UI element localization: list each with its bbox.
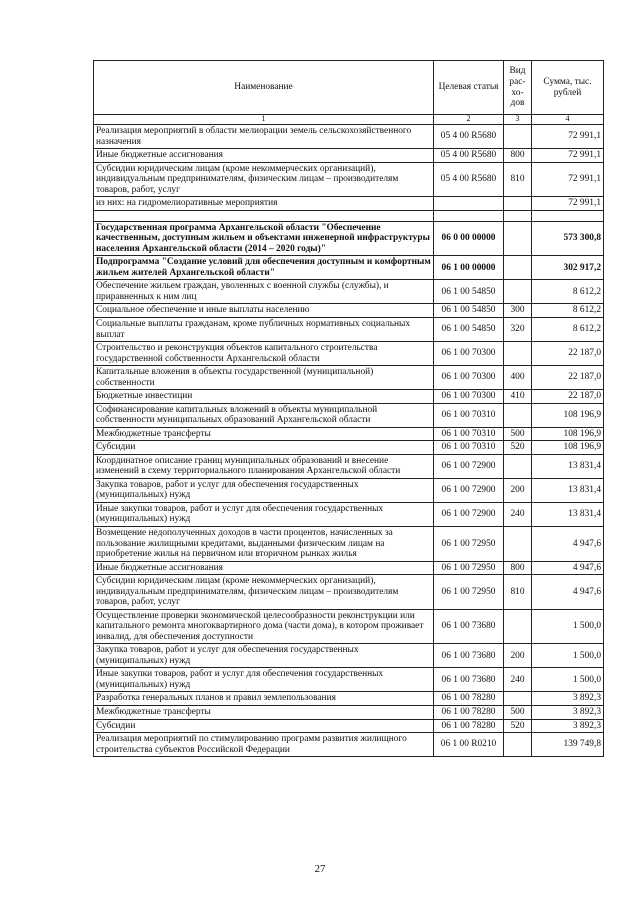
row-sum: 1 500,0 [532, 609, 604, 644]
row-name: Закупка товаров, работ и услуг для обеспечения государственных (муниципальных) нужд [94, 644, 434, 668]
row-name: Реализация мероприятий в области мелиорации земель сельскохозяйственного назначения [94, 125, 434, 149]
row-name: Социальные выплаты гражданам, кроме публичных нормативных социальных выплат [94, 317, 434, 341]
row-sum: 13 831,4 [532, 478, 604, 502]
row-sum: 8 612,2 [532, 304, 604, 318]
row-target-code: 06 1 00 72950 [434, 575, 504, 610]
row-name: Государственная программа Архангельской области "Обеспечение качественным, доступным жильем и объектами инженерной инфраструктуры населения Архангельской области (2014 – 2020 годы)" [94, 221, 434, 256]
row-name: Субсидии юридическим лицам (кроме некоммерческих организаций), индивидуальным предпринимателям, физическим лицам – производителям товаров, работ, услуг [94, 575, 434, 610]
row-sum: 8 612,2 [532, 280, 604, 304]
table-row [94, 304, 604, 318]
table-row [94, 342, 604, 366]
table-row [94, 692, 604, 706]
row-sum: 13 831,4 [532, 502, 604, 526]
row-name: Подпрограмма "Создание условий для обеспечения доступным и комфортным жильем жителей Архангельской области" [94, 256, 434, 280]
row-expense-kind [504, 221, 532, 256]
row-target-code: 06 1 00 72900 [434, 454, 504, 478]
table-row [94, 317, 604, 341]
row-target-code: 06 1 00 72950 [434, 561, 504, 575]
row-name: Иные закупки товаров, работ и услуг для обеспечения государственных (муниципальных) нужд [94, 668, 434, 692]
row-sum: 22 187,0 [532, 390, 604, 404]
table-body [94, 125, 604, 757]
row-expense-kind: 800 [504, 149, 532, 163]
table-row [94, 561, 604, 575]
spacer-cell [504, 210, 532, 221]
row-name: Капитальные вложения в объекты государственной (муниципальной) собственности [94, 366, 434, 390]
row-sum: 573 300,8 [532, 221, 604, 256]
table-row [94, 719, 604, 733]
table-row [94, 705, 604, 719]
table-row [94, 210, 604, 221]
row-name: Бюджетные инвестиции [94, 390, 434, 404]
row-expense-kind: 500 [504, 427, 532, 441]
row-sum: 13 831,4 [532, 454, 604, 478]
row-expense-kind [504, 733, 532, 757]
row-expense-kind [504, 403, 532, 427]
table-row [94, 502, 604, 526]
row-name: Субсидии [94, 441, 434, 455]
row-target-code: 06 1 00 70300 [434, 342, 504, 366]
row-expense-kind [504, 609, 532, 644]
row-target-code: 06 1 00 73680 [434, 668, 504, 692]
row-target-code: 05 4 00 R5680 [434, 162, 504, 197]
column-number: 3 [504, 115, 532, 125]
row-sum: 22 187,0 [532, 342, 604, 366]
row-name: Координатное описание границ муниципальных образований и внесение изменений в схему территориального планирования Архангельской области [94, 454, 434, 478]
row-name: Иные бюджетные ассигнования [94, 561, 434, 575]
header-name: Наименование [94, 61, 434, 115]
column-number: 2 [434, 115, 504, 125]
row-sum: 3 892,3 [532, 719, 604, 733]
row-target-code: 05 4 00 R5680 [434, 125, 504, 149]
row-expense-kind: 810 [504, 575, 532, 610]
spacer-cell [434, 210, 504, 221]
row-target-code: 06 1 00 70300 [434, 366, 504, 390]
row-expense-kind: 240 [504, 502, 532, 526]
row-target-code: 06 1 00 78280 [434, 719, 504, 733]
row-target-code: 06 1 00 70310 [434, 403, 504, 427]
table-row [94, 609, 604, 644]
table-row [94, 197, 604, 211]
row-name: Социальное обеспечение и иные выплаты населению [94, 304, 434, 318]
row-name: Субсидии юридическим лицам (кроме некоммерческих организаций), индивидуальным предпринимателям, физическим лицам – производителям товаров, работ, услуг [94, 162, 434, 197]
row-expense-kind: 320 [504, 317, 532, 341]
row-sum: 108 196,9 [532, 427, 604, 441]
budget-table [93, 60, 604, 757]
row-target-code: 06 1 00 70300 [434, 390, 504, 404]
column-number-row [94, 115, 604, 125]
row-sum: 1 500,0 [532, 644, 604, 668]
column-number: 1 [94, 115, 434, 125]
row-name: Софинансирование капитальных вложений в объекты муниципальной собственности муниципальных образований Архангельской области [94, 403, 434, 427]
row-target-code: 06 1 00 72950 [434, 527, 504, 562]
row-expense-kind [504, 125, 532, 149]
table-row [94, 478, 604, 502]
row-name: Закупка товаров, работ и услуг для обеспечения государственных (муниципальных) нужд [94, 478, 434, 502]
row-name: Межбюджетные трансферты [94, 705, 434, 719]
header-code: Целевая статья [434, 61, 504, 115]
row-name: Осуществление проверки экономической целесообразности реконструкции или капитального ремонта многоквартирного дома (части дома), в котором проживает инвалид, для обеспечения доступности [94, 609, 434, 644]
row-expense-kind [504, 280, 532, 304]
row-sum: 108 196,9 [532, 441, 604, 455]
row-sum: 3 892,3 [532, 705, 604, 719]
row-expense-kind: 240 [504, 668, 532, 692]
row-target-code: 06 1 00 54850 [434, 317, 504, 341]
row-sum: 4 947,6 [532, 527, 604, 562]
table-row [94, 644, 604, 668]
column-number: 4 [532, 115, 604, 125]
row-target-code [434, 197, 504, 211]
row-name: Обеспечение жильем граждан, уволенных с военной службы (службы), и приравненных к ним лиц [94, 280, 434, 304]
row-name: Возмещение недополученных доходов в части процентов, начисленных за пользование жилищными кредитами, выданными физическим лицам на приобретение жилья на первичном или вторичном рынках жилья [94, 527, 434, 562]
table-row [94, 403, 604, 427]
row-expense-kind: 400 [504, 366, 532, 390]
row-sum: 3 892,3 [532, 692, 604, 706]
row-target-code: 06 1 00 00000 [434, 256, 504, 280]
table-row [94, 668, 604, 692]
row-expense-kind: 200 [504, 644, 532, 668]
row-sum: 72 991,1 [532, 197, 604, 211]
table-header [94, 61, 604, 125]
table-row [94, 256, 604, 280]
row-name: Реализация мероприятий по стимулированию программ развития жилищного строительства субъектов Российской Федерации [94, 733, 434, 757]
table-row [94, 427, 604, 441]
header-kind: Вид рас-хо-дов [504, 61, 532, 115]
row-expense-kind [504, 692, 532, 706]
row-sum: 72 991,1 [532, 149, 604, 163]
row-expense-kind: 520 [504, 719, 532, 733]
spacer-cell [532, 210, 604, 221]
table-row [94, 527, 604, 562]
row-expense-kind [504, 197, 532, 211]
row-name: Иные закупки товаров, работ и услуг для обеспечения государственных (муниципальных) нужд [94, 502, 434, 526]
table-row [94, 221, 604, 256]
row-expense-kind: 800 [504, 561, 532, 575]
row-expense-kind [504, 256, 532, 280]
row-target-code: 06 1 00 72900 [434, 502, 504, 526]
row-name: Строительство и реконструкция объектов капитального строительства государственной собственности Архангельской области [94, 342, 434, 366]
table-row [94, 162, 604, 197]
table-row [94, 390, 604, 404]
row-expense-kind: 300 [504, 304, 532, 318]
row-expense-kind: 810 [504, 162, 532, 197]
header-sum: Сумма, тыс. рублей [532, 61, 604, 115]
row-expense-kind: 520 [504, 441, 532, 455]
row-target-code: 06 1 00 54850 [434, 280, 504, 304]
row-target-code: 06 1 00 72900 [434, 478, 504, 502]
row-target-code: 06 1 00 R0210 [434, 733, 504, 757]
row-sum: 8 612,2 [532, 317, 604, 341]
row-target-code: 06 1 00 54850 [434, 304, 504, 318]
row-target-code: 06 1 00 70310 [434, 441, 504, 455]
table-row [94, 366, 604, 390]
table-row [94, 733, 604, 757]
row-expense-kind [504, 454, 532, 478]
table-row [94, 280, 604, 304]
row-name: Иные бюджетные ассигнования [94, 149, 434, 163]
row-target-code: 06 1 00 73680 [434, 609, 504, 644]
row-target-code: 06 1 00 78280 [434, 705, 504, 719]
row-target-code: 06 1 00 70310 [434, 427, 504, 441]
row-sum: 108 196,9 [532, 403, 604, 427]
row-name: из них: на гидромелиоративные мероприятия [94, 197, 434, 211]
table-row [94, 149, 604, 163]
row-target-code: 06 0 00 00000 [434, 221, 504, 256]
row-name: Разработка генеральных планов и правил землепользования [94, 692, 434, 706]
row-expense-kind [504, 342, 532, 366]
row-sum: 4 947,6 [532, 575, 604, 610]
row-target-code: 05 4 00 R5680 [434, 149, 504, 163]
row-name: Межбюджетные трансферты [94, 427, 434, 441]
row-sum: 22 187,0 [532, 366, 604, 390]
row-sum: 72 991,1 [532, 162, 604, 197]
row-sum: 302 917,2 [532, 256, 604, 280]
table-row [94, 575, 604, 610]
row-expense-kind: 500 [504, 705, 532, 719]
row-expense-kind [504, 527, 532, 562]
table-row [94, 454, 604, 478]
row-target-code: 06 1 00 73680 [434, 644, 504, 668]
spacer-cell [94, 210, 434, 221]
row-sum: 4 947,6 [532, 561, 604, 575]
table-row [94, 441, 604, 455]
row-sum: 139 749,8 [532, 733, 604, 757]
row-sum: 72 991,1 [532, 125, 604, 149]
table-row [94, 125, 604, 149]
row-expense-kind: 200 [504, 478, 532, 502]
row-target-code: 06 1 00 78280 [434, 692, 504, 706]
row-name: Субсидии [94, 719, 434, 733]
row-sum: 1 500,0 [532, 668, 604, 692]
row-expense-kind: 410 [504, 390, 532, 404]
page-number: 27 [314, 863, 326, 875]
